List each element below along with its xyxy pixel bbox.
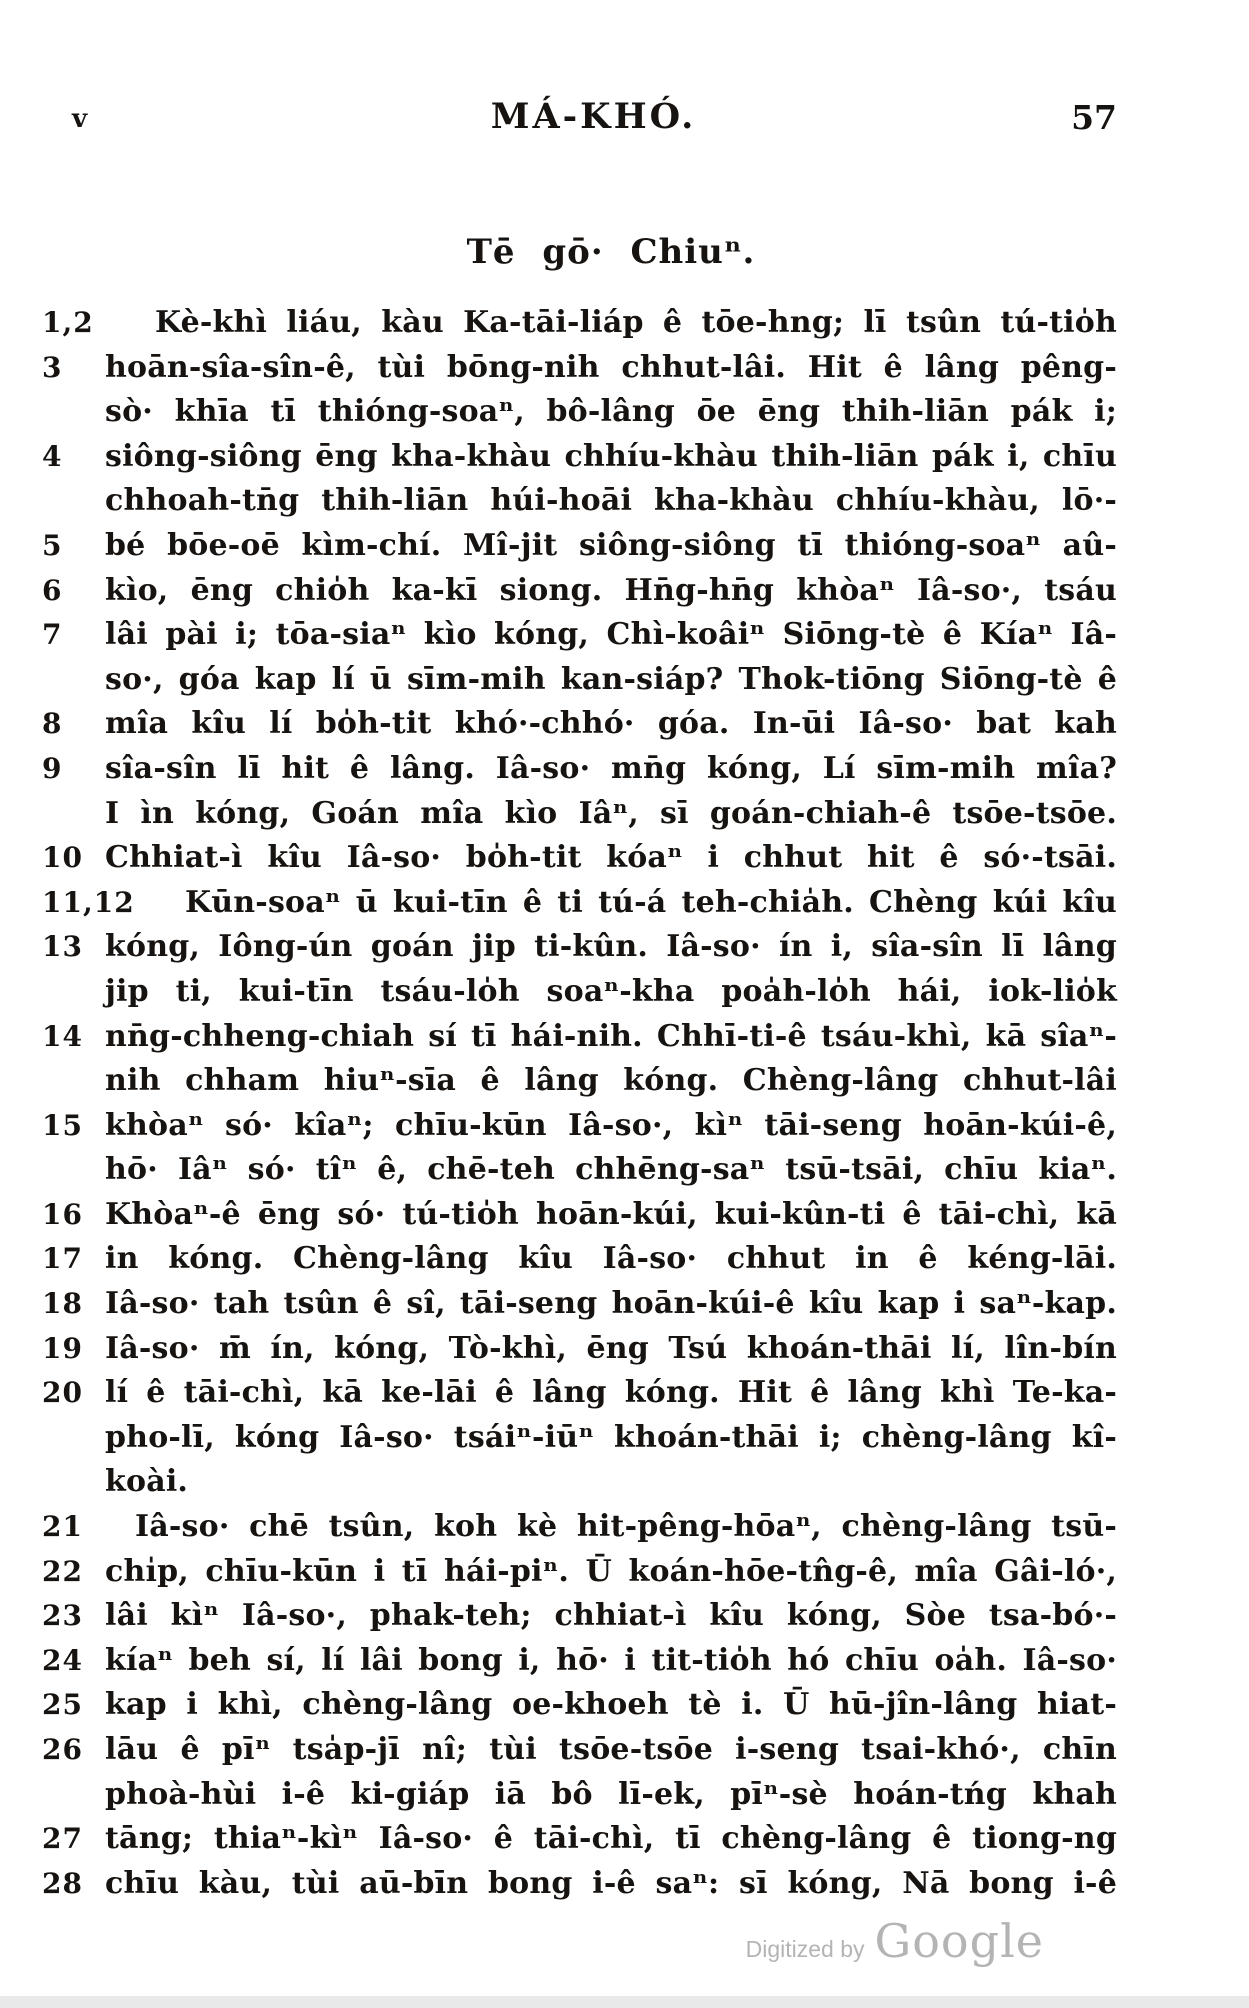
body-line (42, 301, 1117, 346)
body-line (42, 346, 1117, 391)
verse-text: hoān-sîa-sîn-ê, tùi bōng-nih chhut-lâi. Hit ê lâng pêng- (105, 349, 1117, 385)
verse-text: lāu ê pīⁿ tsa̍p-jī nî; tùi tsōe-tsōe i-seng tsai-khó·, chīn (105, 1732, 1117, 1767)
verse-text: chhoah-tn̄g thih-liān húi-hoāi kha-khàu chhíu-khàu, lō·- (105, 483, 1117, 519)
body-line (42, 1327, 1117, 1372)
body-line (42, 1683, 1117, 1728)
verse-text: lâi kìⁿ Iâ-so·, phak-teh; chhiat-ì kîu kóng, Sòe tsa-bó·- (105, 1598, 1117, 1634)
verse-text: in kóng. Chèng-lâng kîu Iâ-so· chhut in ê kéng-lāi. (105, 1241, 1117, 1277)
body-line (42, 524, 1117, 569)
verse-text: I ìn kóng, Goán mîa kìo Iâⁿ, sī goán-chiah-ê tsōe-tsōe. (105, 795, 1117, 831)
body-line (105, 1059, 1117, 1104)
body-line (42, 881, 1117, 926)
body-line (42, 1639, 1117, 1684)
body-line (42, 836, 1117, 881)
verse-text: siông-siông ēng kha-khàu chhíu-khàu thih-liān pák i, chīu (105, 438, 1117, 474)
body-line (42, 1104, 1117, 1149)
verse-text: so·, góa kap lí ū sīm-mih kan-siáp? Thok-tiōng Siōng-tè ê (105, 661, 1117, 697)
body-line (42, 1237, 1117, 1282)
verse-text: koài. (105, 1464, 189, 1500)
verse-number: 4 (42, 439, 63, 473)
verse-text: pho-lī, kóng Iâ-so· tsáiⁿ-iūⁿ khoán-thāi i; chèng-lâng kî- (105, 1419, 1117, 1455)
page-number: 57 (1071, 98, 1117, 137)
verse-number: 22 (42, 1554, 83, 1588)
verse-number: 19 (42, 1331, 83, 1365)
body-line (42, 747, 1117, 792)
verse-text: kíaⁿ beh sí, lí lâi bong i, hō· i tit-tio̍h hó chīu oa̍h. Iâ-so· (105, 1642, 1117, 1678)
verse-text: Iâ-so· tah tsûn ê sî, tāi-seng hoān-kúi-ê kîu kap i saⁿ-kap. (105, 1286, 1117, 1322)
verse-number: 17 (42, 1242, 83, 1276)
body-line (42, 702, 1117, 747)
body-line (42, 1193, 1117, 1238)
verse-number: 10 (42, 841, 83, 875)
verse-text: kìo, ēng chio̍h ka-kī siong. Hn̄g-hn̄g khòaⁿ Iâ-so·, tsáu (105, 572, 1117, 608)
verse-text: Iâ-so· m̄ ín, kóng, Tò-khì, ēng Tsú khoán-thāi lí, lîn-bín (105, 1330, 1117, 1366)
verse-text: khòaⁿ só· kîaⁿ; chīu-kūn Iâ-so·, kìⁿ tāi-seng hoān-kúi-ê, (105, 1107, 1117, 1143)
verse-number: 26 (42, 1733, 83, 1766)
verse-number: 28 (42, 1866, 83, 1900)
verse-text: Kūn-soaⁿ ū kui-tīn ê ti tú-á teh-chia̍h. Chèng kúi kîu (185, 884, 1117, 920)
verse-text: Khòaⁿ-ê ēng só· tú-tio̍h hoān-kúi, kui-kûn-ti ê tāi-chì, kā (105, 1196, 1117, 1232)
verse-number: 23 (42, 1599, 83, 1633)
verse-text: lâi pài i; tōa-siaⁿ kìo kóng, Chì-koâiⁿ Siōng-tè ê Kíaⁿ Iâ- (105, 617, 1117, 653)
verse-text: jip ti, kui-tīn tsáu-lo̍h soaⁿ-kha poa̍h-lo̍h hái, iok-lio̍k (105, 973, 1117, 1009)
body-line (105, 1773, 1117, 1818)
body-line (42, 925, 1117, 970)
verse-text: chīu kàu, tùi aū-bīn bong i-ê saⁿ: sī kóng, Nā bong i-ê (105, 1865, 1117, 1901)
verse-text: Chhiat-ì kîu Iâ-so· bo̍h-tit kóaⁿ i chhut hit ê só·-tsāi. (105, 840, 1117, 876)
body-line (42, 1594, 1117, 1639)
signature-mark: v (72, 104, 88, 134)
verse-number: 14 (42, 1019, 83, 1053)
verse-text: tāng; thiaⁿ-kìⁿ Iâ-so· ê tāi-chì, tī chèng-lâng ê tiong-ng (105, 1821, 1117, 1857)
body-line (42, 1505, 1117, 1550)
verse-text: hō· Iâⁿ só· tîⁿ ê, chē-teh chhēng-saⁿ tsū-tsāi, chīu kiaⁿ. (105, 1152, 1117, 1188)
verse-text: kap i khì, chèng-lâng oe-khoeh tè i. Ū hū-jîn-lâng hiat- (105, 1687, 1117, 1723)
verse-number: 24 (42, 1643, 83, 1677)
verse-number: 11,12 (42, 885, 135, 919)
verse-number: 9 (42, 751, 63, 785)
body-line (105, 1416, 1117, 1461)
verse-text: sò· khīa tī thióng-soaⁿ, bô-lâng ōe ēng thih-liān pák i; (105, 394, 1117, 430)
verse-number: 5 (42, 528, 63, 562)
body-line (42, 1862, 1117, 1907)
body-line (42, 1371, 1117, 1416)
verse-text: Iâ-so· chē tsûn, koh kè hit-pêng-hōaⁿ, chèng-lâng tsū- (135, 1509, 1117, 1545)
verse-text: nn̄g-chheng-chiah sí tī hái-nih. Chhī-ti-ê tsáu-khì, kā sîaⁿ- (105, 1018, 1117, 1054)
digitized-by-label: Digitized by (745, 1936, 865, 1962)
verse-number: 18 (42, 1287, 83, 1321)
verse-number: 6 (42, 573, 63, 607)
verse-number: 20 (42, 1376, 83, 1410)
page-title: MÁ-KHÓ. (490, 96, 697, 137)
body-line (42, 1817, 1117, 1862)
body-line (42, 1015, 1117, 1060)
running-header (70, 96, 1117, 140)
body-line (105, 658, 1117, 703)
verse-text: Kè-khì liáu, kàu Ka-tāi-liáp ê tōe-hng; lī tsûn tú-tio̍h (155, 305, 1117, 340)
verse-text: sîa-sîn lī hit ê lâng. Iâ-so· mn̄g kóng, Lí sīm-mih mîa? (105, 750, 1117, 786)
verse-text: kóng, Iông-ún goán jip ti-kûn. Iâ-so· ín i, sîa-sîn lī lâng (105, 929, 1117, 965)
body-line (42, 569, 1117, 614)
body-line (42, 1282, 1117, 1327)
verse-number: 3 (42, 350, 63, 384)
body-line (42, 1728, 1117, 1773)
verse-number: 27 (42, 1822, 83, 1856)
body-line (42, 1550, 1117, 1595)
verse-text: mîa kîu lí bo̍h-tit khó·-chhó· góa. In-ūi Iâ-so· bat kah (105, 706, 1117, 742)
verse-text: lí ê tāi-chì, kā ke-lāi ê lâng kóng. Hit ê lâng khì Te-ka- (105, 1375, 1117, 1411)
verse-number: 13 (42, 930, 83, 964)
verse-number: 21 (42, 1510, 83, 1544)
verse-text: nih chham hiuⁿ-sīa ê lâng kóng. Chèng-lâng chhut-lâi (105, 1063, 1117, 1099)
body-text-block (42, 301, 1117, 1906)
chapter-heading: Tē gō· Chiuⁿ. (466, 232, 756, 272)
verse-text: chi̍p, chīu-kūn i tī hái-piⁿ. Ū koán-hōe-tn̂g-ê, mîa Gâi-ló·, (105, 1553, 1117, 1589)
body-line (42, 435, 1117, 480)
body-line (105, 479, 1117, 524)
watermark (746, 1914, 1044, 1968)
body-line (105, 1460, 1117, 1505)
body-line (42, 613, 1117, 658)
body-line (105, 1148, 1117, 1193)
body-line (105, 390, 1117, 435)
scan-edge (0, 1996, 1249, 2008)
verse-number: 15 (42, 1108, 83, 1142)
body-line (105, 970, 1117, 1015)
verse-number: 16 (42, 1197, 83, 1231)
verse-number: 8 (42, 707, 63, 741)
google-logo: Google (874, 1914, 1044, 1968)
verse-number: 25 (42, 1688, 83, 1722)
verse-number: 1,2 (42, 306, 94, 339)
verse-text: phoà-hùi i-ê ki-giáp iā bô lī-ek, pīⁿ-sè hoán-tńg khah (105, 1776, 1117, 1812)
body-line (105, 792, 1117, 837)
verse-number: 7 (42, 618, 63, 652)
verse-text: bé bōe-oē kìm-chí. Mî-jit siông-siông tī thióng-soaⁿ aû- (105, 527, 1117, 563)
